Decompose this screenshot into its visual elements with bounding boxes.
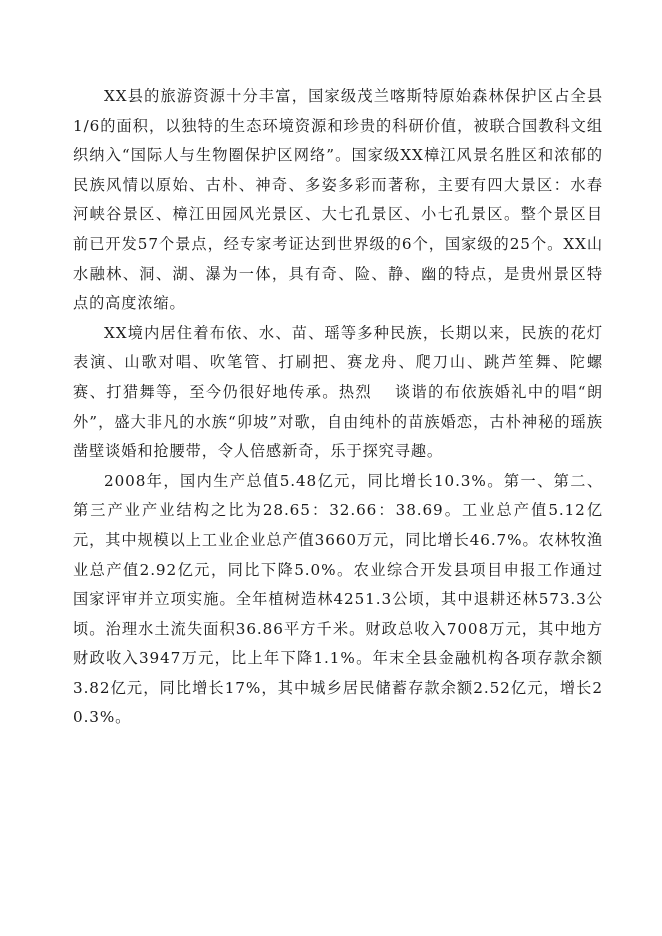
paragraph-tourism: XX县的旅游资源十分丰富，国家级茂兰喀斯特原始森林保护区占全县1/6的面积，以独特的生态环境资源和珍贵的科研价值，被联合国教科文组织纳入“国际人与生物圈保护区网络”。国家级XX樟江风景名胜区和浓郁的民族风情以原始、古朴、神奇、多姿多彩而著称，主要有四大景区：水春河峡谷景区、樟江田园风光景区、大七孔景区、小七孔景区。整个景区目前已开发57个景点，经专家考证达到世界级的6个，国家级的25个。XX山水融林、洞、湖、瀑为一体，具有奇、险、静、幽的特点，是贵州景区特点的高度浓缩。 [73, 87, 603, 313]
paragraph-ethnic-culture: XX境内居住着布依、水、苗、瑶等多种民族，长期以来，民族的花灯表演、山歌对唱、吹笔管、打刷把、赛龙舟、爬刀山、跳芦笙舞、陀螺赛、打猎舞等，至今仍很好地传承。热烈 谈谐的布依族婚礼中的唱“朗外”，盛大非凡的水族“卯坡”对歌，自由纯朴的苗族婚恋，古朴神秘的瑶族凿壁谈婚和抢腰带，令人倍感新奇，乐于探究寻趣。 [73, 323, 603, 461]
document-body [73, 82, 603, 733]
paragraph-economy: 2008年，国内生产总值5.48亿元，同比增长10.3%。第一、第二、第三产业产业结构之比为28.65：32.66：38.69。工业总产值5.12亿元，其中规模以上工业企业总产值3660万元，同比增长46.7%。农林牧渔业总产值2.92亿元，同比下降5.0%。农业综合开发县项目申报工作通过国家评审并立项实施。全年植树造林4251.3公顷，其中退耕还林573.3公顷。治理水土流失面积36.86平方千米。财政总收入7008万元，其中地方财政收入3947万元，比上年下降1.1%。年末全县金融机构各项存款余额3.82亿元，同比增长17%，其中城乡居民储蓄存款余额2.52亿元，增长20.3%。 [73, 471, 603, 727]
